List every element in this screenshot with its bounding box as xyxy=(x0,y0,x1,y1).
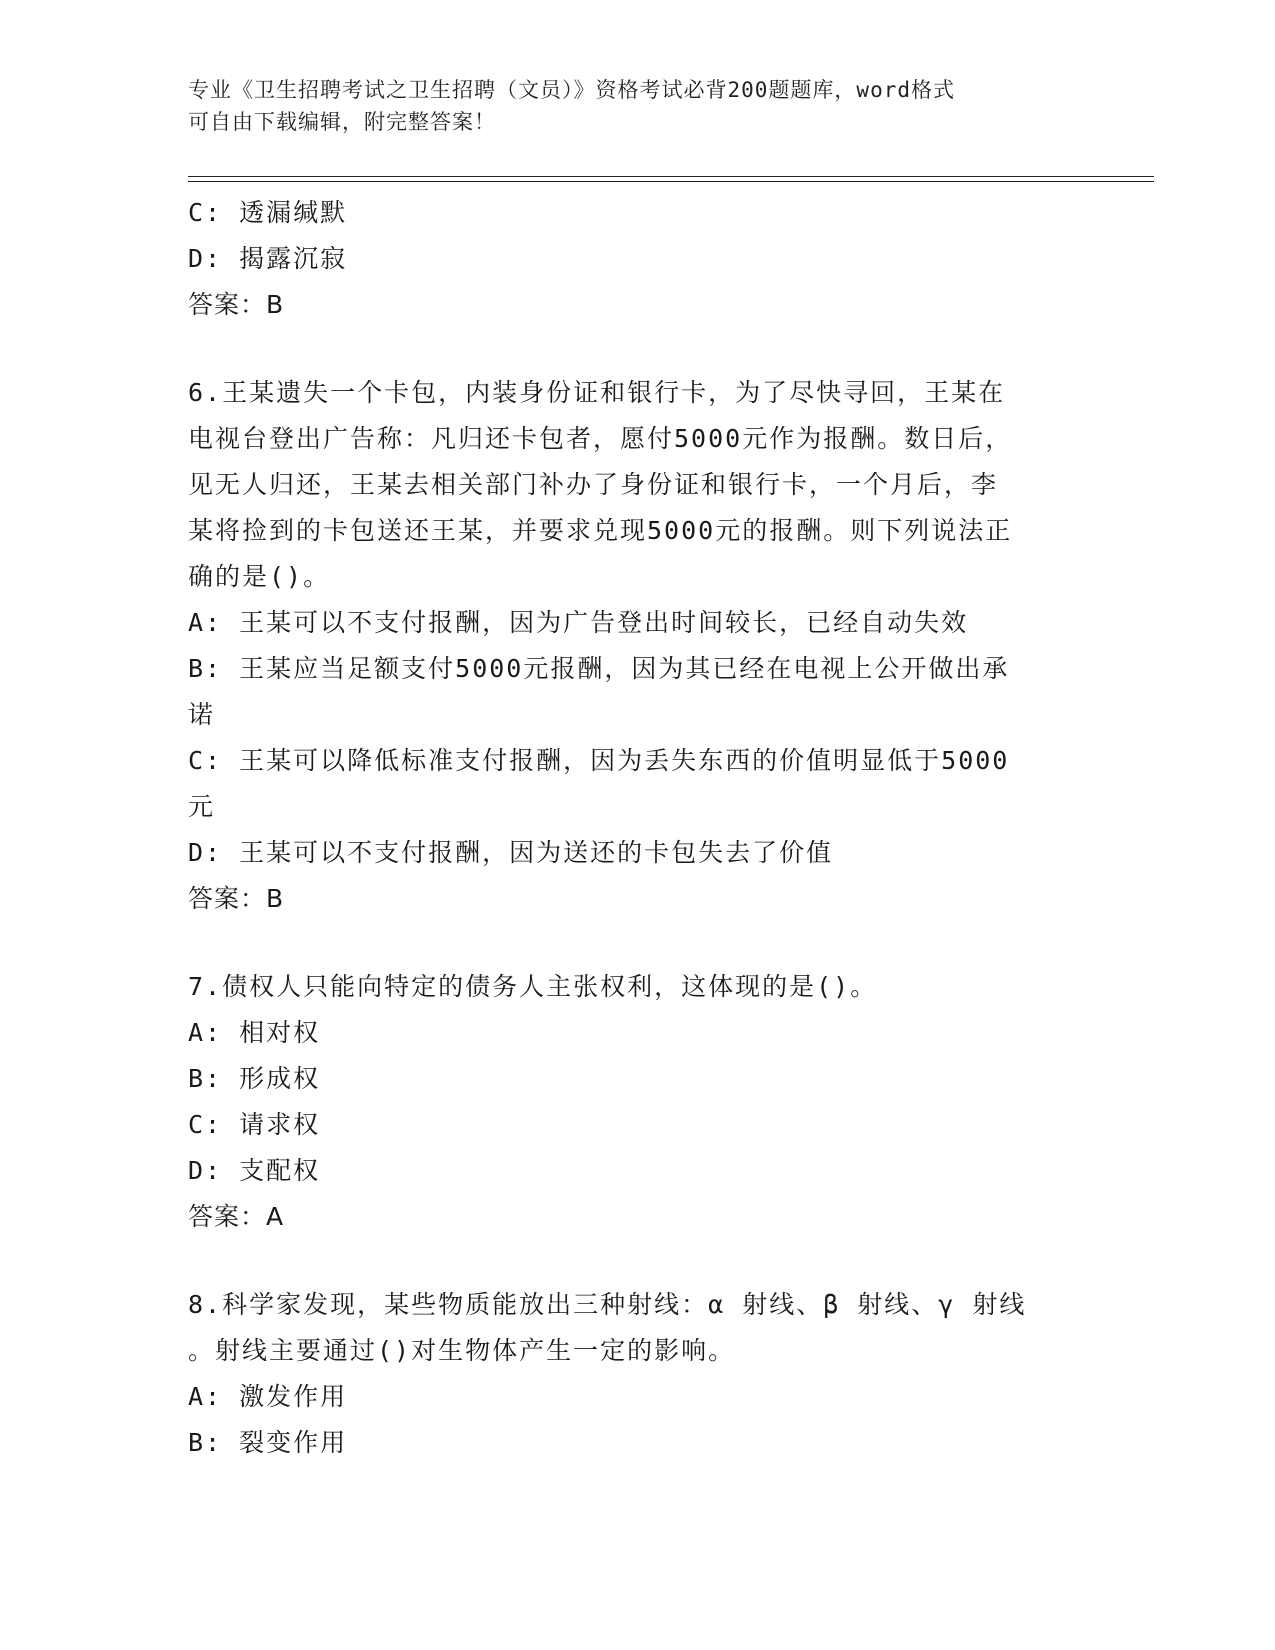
question-text-line: 某将捡到的卡包送还王某，并要求兑现5000元的报酬。则下列说法正 xyxy=(188,516,1013,545)
question-text-line: 。射线主要通过()对生物体产生一定的影响。 xyxy=(188,1336,736,1365)
question-text-line: 8.科学家发现，某些物质能放出三种射线：α 射线、β 射线、γ 射线 xyxy=(188,1290,1027,1319)
option-a: A: 激发作用 xyxy=(188,1382,348,1411)
header-title-line-1: 专业《卫生招聘考试之卫生招聘（文员）》资格考试必背200题题库，word格式 xyxy=(188,78,955,102)
page-header xyxy=(188,74,1088,138)
question-text-line: 见无人归还，王某去相关部门补办了身份证和银行卡，一个月后，李 xyxy=(188,470,999,499)
question-8 xyxy=(188,1282,1078,1466)
option-a: A: 相对权 xyxy=(188,1018,321,1047)
question-content xyxy=(188,190,1078,1466)
question-6 xyxy=(188,370,1078,922)
option-d: D: 揭露沉寂 xyxy=(188,244,348,273)
option-b: B: 形成权 xyxy=(188,1064,321,1093)
answer-line: 答案：B xyxy=(188,884,285,913)
header-divider-bottom xyxy=(188,181,1154,182)
option-d: D: 王某可以不支付报酬，因为送还的卡包失去了价值 xyxy=(188,838,834,867)
answer-line: 答案：A xyxy=(188,1202,285,1231)
header-title-line-2: 可自由下载编辑，附完整答案！ xyxy=(188,110,496,134)
option-b: B: 王某应当足额支付5000元报酬，因为其已经在电视上公开做出承 xyxy=(188,654,1010,683)
option-c-continued: 元 xyxy=(188,792,216,821)
question-text-line: 7.债权人只能向特定的债务人主张权利，这体现的是()。 xyxy=(188,972,878,1001)
option-a: A: 王某可以不支付报酬，因为广告登出时间较长，已经自动失效 xyxy=(188,608,969,637)
spacer xyxy=(188,1240,1078,1282)
header-divider-top xyxy=(188,176,1154,177)
question-7 xyxy=(188,964,1078,1240)
question-text-line: 6.王某遗失一个卡包，内装身份证和银行卡，为了尽快寻回，王某在 xyxy=(188,378,1006,407)
question-text-line: 确的是()。 xyxy=(188,562,331,591)
option-b: B: 裂变作用 xyxy=(188,1428,348,1457)
question-text-line: 电视台登出广告称：凡归还卡包者，愿付5000元作为报酬。数日后， xyxy=(188,424,1013,453)
option-c: C: 透漏缄默 xyxy=(188,198,348,227)
answer-line: 答案：B xyxy=(188,290,285,319)
option-c: C: 王某可以降低标准支付报酬，因为丢失东西的价值明显低于5000 xyxy=(188,746,1010,775)
spacer xyxy=(188,328,1078,370)
option-d: D: 支配权 xyxy=(188,1156,321,1185)
option-c: C: 请求权 xyxy=(188,1110,321,1139)
spacer xyxy=(188,922,1078,964)
question-5-tail xyxy=(188,190,1078,328)
option-b-continued: 诺 xyxy=(188,700,216,729)
